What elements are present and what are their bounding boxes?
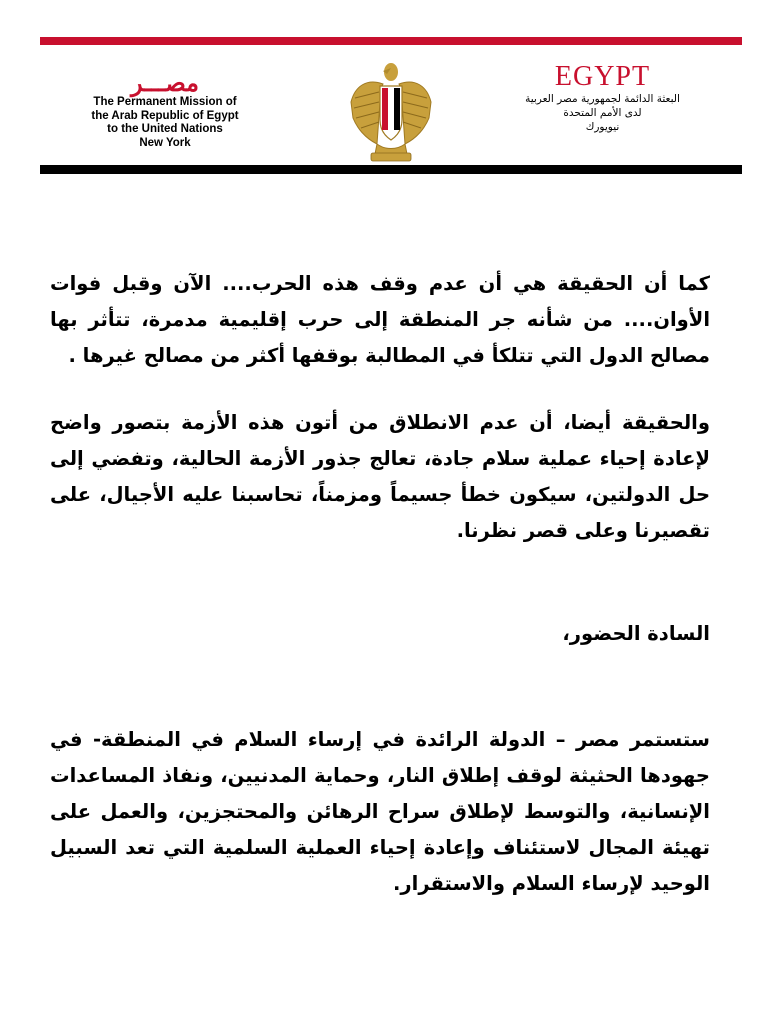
header-bottom-black-rule bbox=[40, 165, 742, 174]
arabic-egypt-wordmark: مصـــر bbox=[130, 68, 199, 97]
eagle-of-saladin-emblem bbox=[347, 58, 435, 164]
mission-arabic-line-2: لدى الأمم المتحدة bbox=[563, 107, 642, 119]
mission-english-block bbox=[60, 70, 270, 150]
mission-arabic-block bbox=[495, 62, 710, 134]
mission-arabic-line-1: البعثة الدائمة لجمهورية مصر العربية bbox=[525, 93, 680, 105]
mission-name-line-2: the Arab Republic of Egypt bbox=[91, 109, 239, 122]
mission-name-line-3: to the United Nations bbox=[107, 123, 223, 135]
mission-city-line: New York bbox=[139, 136, 191, 149]
body-paragraph-2: والحقيقة أيضا، أن عدم الانطلاق من أتون هذه الأزمة بتصور واضح لإعادة إحياء عملية سلام جادة، تعالج جذور الأزمة الحالية، وتفضي إلى حل الدولتين، سيكون خطأ جسيماً ومزمناً، تحاسبنا عليه الأجيال، على تقصيرنا وعلى قصر نظرنا. bbox=[50, 411, 710, 542]
body-paragraph-1: كما أن الحقيقة هي أن عدم وقف هذه الحرب.... الآن وقبل فوات الأوان.... من شأنه جر المنطقة إلى حرب إقليمية مدمرة، تتأثر بها مصالح الدول التي تتلكأ في المطالبة بوقفها أكثر من مصالح غيرها . bbox=[50, 272, 710, 367]
body-paragraph-3: ستستمر مصر – الدولة الرائدة في إرساء السلام في المنطقة- في جهودها الحثيثة لوقف إطلاق النار، وحماية المدنيين، ونفاذ المساعدات الإنسانية، والتوسط لإطلاق سراح الرهائن والمحتجزين، والعمل على تهيئة المجال لاستئناف وإعادة إحياء العملية السلمية التي تعد السبيل الوحيد لإرساء السلام والاستقرار. bbox=[50, 728, 710, 895]
mission-arabic-line-3: نيويورك bbox=[585, 121, 620, 133]
salutation: السادة الحضور، bbox=[562, 622, 710, 645]
english-egypt-wordmark: EGYPT bbox=[554, 61, 651, 92]
header-top-red-rule bbox=[40, 37, 742, 45]
mission-name-line-1: The Permanent Mission of bbox=[93, 96, 237, 108]
